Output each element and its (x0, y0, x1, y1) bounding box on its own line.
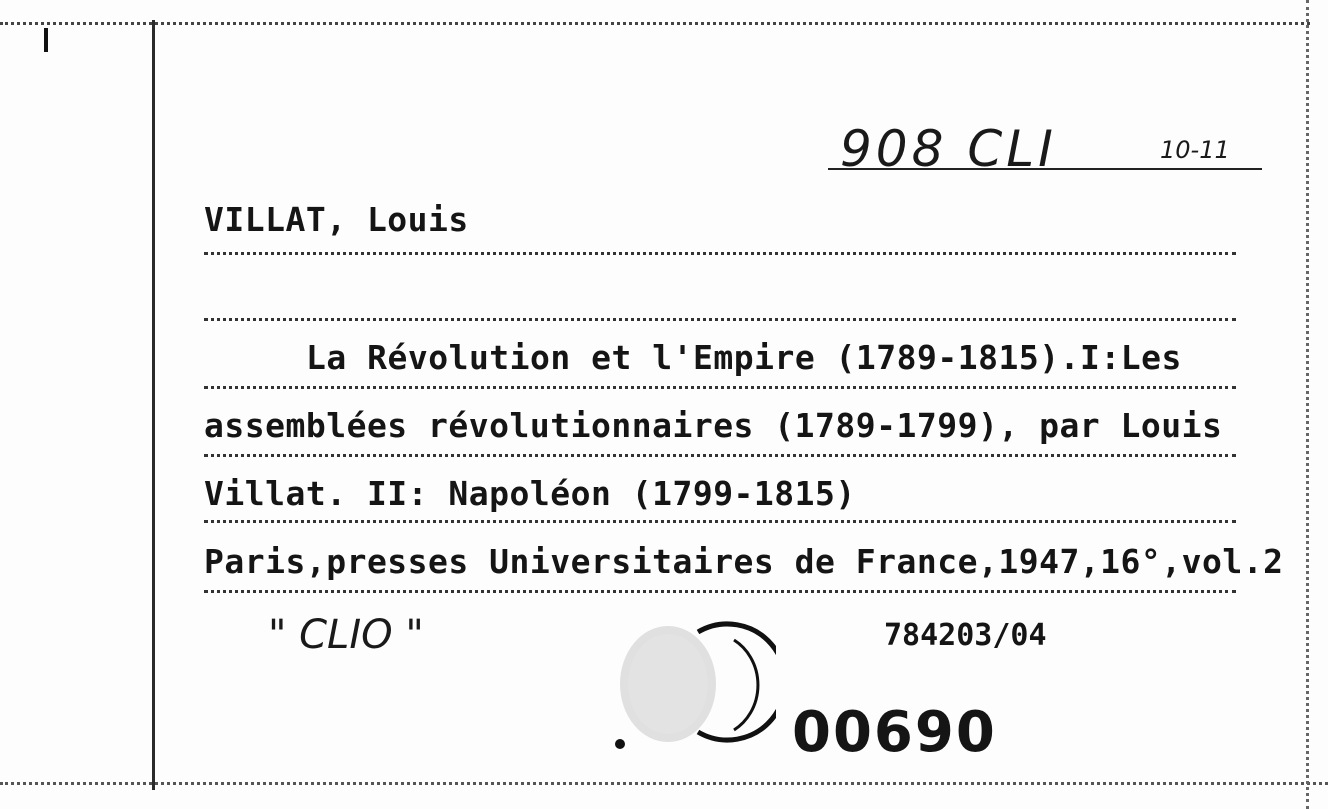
author-heading: VILLAT, Louis (204, 200, 469, 239)
stamp-number: 00690 (792, 700, 997, 765)
card-top-edge (0, 22, 1310, 25)
library-stamp-icon (606, 612, 776, 752)
card-bottom-edge (0, 782, 1328, 785)
series-note: " CLIO " (268, 612, 424, 658)
ruled-line (204, 454, 1236, 457)
ruled-line (204, 520, 1236, 523)
call-number-suffix: 10-11 (1160, 136, 1230, 164)
corner-tick-mark (44, 28, 48, 52)
call-number-underline (828, 168, 1262, 170)
ruled-line (204, 386, 1236, 389)
card-left-margin-line (152, 20, 155, 790)
inventory-number: 784203/04 (884, 618, 1047, 653)
imprint-line: Paris,presses Universitaires de France,1947,16°,vol.2 (204, 542, 1284, 581)
ruled-line (204, 590, 1236, 593)
ruled-line (204, 318, 1236, 321)
title-line-2: assemblées révolutionnaires (1789-1799), par Louis (204, 406, 1223, 445)
title-line-3: Villat. II: Napoléon (1799-1815) (204, 474, 856, 513)
call-number: 908 CLI (840, 120, 1057, 178)
title-line-1: La Révolution et l'Empire (1789-1815).I:Les (306, 338, 1182, 377)
ruled-line (204, 252, 1236, 255)
card-right-edge (1306, 0, 1309, 809)
